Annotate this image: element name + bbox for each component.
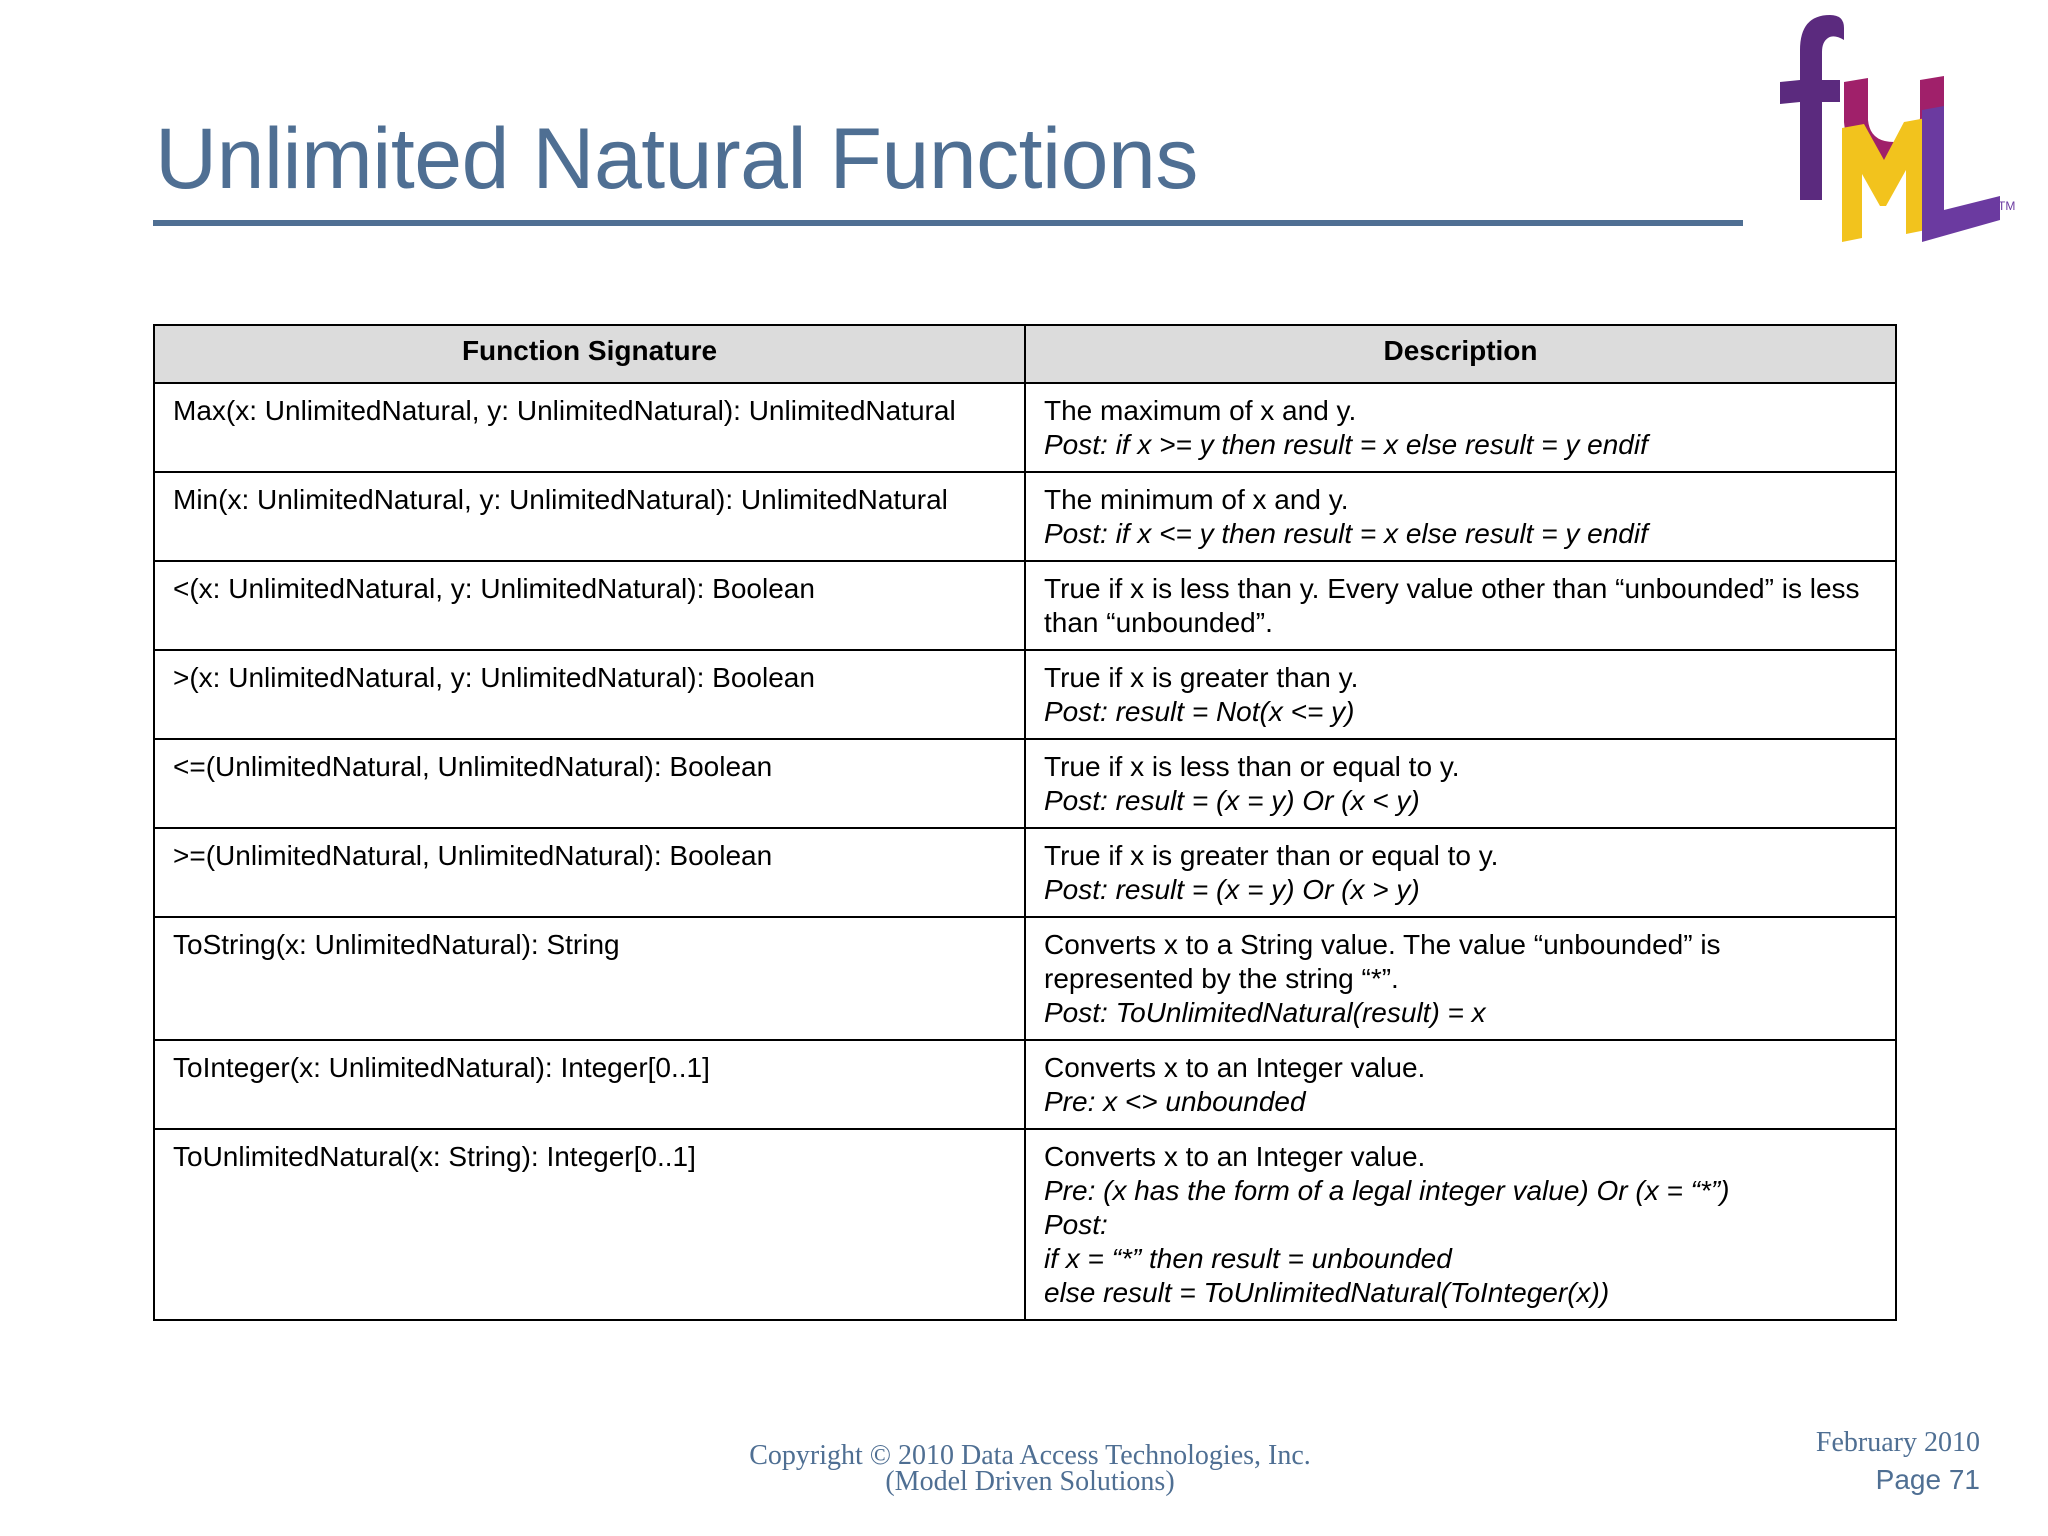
signature-cell: ToUnlimitedNatural(x: String): Integer[0..1]: [154, 1129, 1025, 1320]
description-cell: [1025, 1129, 1896, 1320]
description-cell: [1025, 383, 1896, 472]
description-cell: [1025, 917, 1896, 1040]
postcondition-text: Post: result = (x = y) Or (x < y): [1044, 785, 1420, 816]
description-cell: [1025, 650, 1896, 739]
description-cell: [1025, 739, 1896, 828]
precondition-text: Pre: (x has the form of a legal integer value) Or (x = “*”): [1044, 1175, 1730, 1206]
title-underline: [153, 220, 1743, 226]
postcondition-text: Post: if x >= y then result = x else result = y endif: [1044, 429, 1648, 460]
header-description: Description: [1025, 325, 1896, 383]
company-subtitle: (Model Driven Solutions): [885, 1466, 1175, 1497]
slide-date: February 2010: [1815, 1427, 1980, 1458]
header-function-signature: Function Signature: [154, 325, 1025, 383]
postcondition-text: if x = “*” then result = unbounded: [1044, 1243, 1452, 1274]
signature-cell: <=(UnlimitedNatural, UnlimitedNatural): Boolean: [154, 739, 1025, 828]
trademark-mark: TM: [1998, 199, 2016, 213]
fuml-logo-letters: [1780, 15, 2000, 242]
table-row: [154, 650, 1896, 739]
page-number: Page 71: [1875, 1464, 1980, 1495]
table-row: [154, 472, 1896, 561]
postcondition-text: Post: result = (x = y) Or (x > y): [1044, 874, 1420, 905]
copyright-notice: [700, 1440, 1360, 1497]
postcondition-text: Post: ToUnlimitedNatural(result) = x: [1044, 997, 1486, 1028]
precondition-text: Pre: x <> unbounded: [1044, 1086, 1306, 1117]
description-text: The maximum of x and y.: [1044, 395, 1357, 426]
signature-cell: >(x: UnlimitedNatural, y: UnlimitedNatural): Boolean: [154, 650, 1025, 739]
fuml-logo: [1772, 10, 2022, 260]
postcondition-text: Post: if x <= y then result = x else result = y endif: [1044, 518, 1648, 549]
description-text: True if x is greater than y.: [1044, 662, 1359, 693]
description-cell: [1025, 828, 1896, 917]
table-row: [154, 828, 1896, 917]
description-text: True if x is less than or equal to y.: [1044, 751, 1460, 782]
table-row: [154, 1040, 1896, 1129]
table-header-row: [154, 325, 1896, 383]
description-text: Converts x to a String value. The value “unbounded” is represented by the string “*”.: [1044, 929, 1721, 994]
postcondition-text: Post: result = Not(x <= y): [1044, 696, 1355, 727]
logo-l-shape: [1922, 106, 2000, 242]
logo-m-shape: [1842, 118, 1926, 242]
table-row: [154, 1129, 1896, 1320]
description-cell: [1025, 1040, 1896, 1129]
slide-title: Unlimited Natural Functions: [155, 111, 1198, 207]
postcondition-label: Post:: [1044, 1209, 1108, 1240]
description-text: Converts x to an Integer value.: [1044, 1141, 1426, 1172]
table-row: [154, 739, 1896, 828]
table-row: [154, 383, 1896, 472]
description-text: The minimum of x and y.: [1044, 484, 1349, 515]
signature-cell: Min(x: UnlimitedNatural, y: UnlimitedNatural): UnlimitedNatural: [154, 472, 1025, 561]
description-cell: [1025, 472, 1896, 561]
description-text: Converts x to an Integer value.: [1044, 1052, 1426, 1083]
table-row: [154, 917, 1896, 1040]
postcondition-text: else result = ToUnlimitedNatural(ToInteger(x)): [1044, 1277, 1610, 1308]
functions-table: [153, 324, 1897, 1321]
logo-f-shape: [1800, 15, 1844, 200]
table-row: [154, 561, 1896, 650]
signature-cell: ToInteger(x: UnlimitedNatural): Integer[0..1]: [154, 1040, 1025, 1129]
signature-cell: >=(UnlimitedNatural, UnlimitedNatural): Boolean: [154, 828, 1025, 917]
signature-cell: <(x: UnlimitedNatural, y: UnlimitedNatural): Boolean: [154, 561, 1025, 650]
signature-cell: Max(x: UnlimitedNatural, y: UnlimitedNatural): UnlimitedNatural: [154, 383, 1025, 472]
description-cell: [1025, 561, 1896, 650]
signature-cell: ToString(x: UnlimitedNatural): String: [154, 917, 1025, 1040]
description-text: True if x is greater than or equal to y.: [1044, 840, 1499, 871]
description-text: True if x is less than y. Every value other than “unbounded” is less than “unbounded”.: [1044, 573, 1860, 638]
copyright-line: Copyright © 2010 Data Access Technologies, Inc.: [749, 1440, 1311, 1471]
